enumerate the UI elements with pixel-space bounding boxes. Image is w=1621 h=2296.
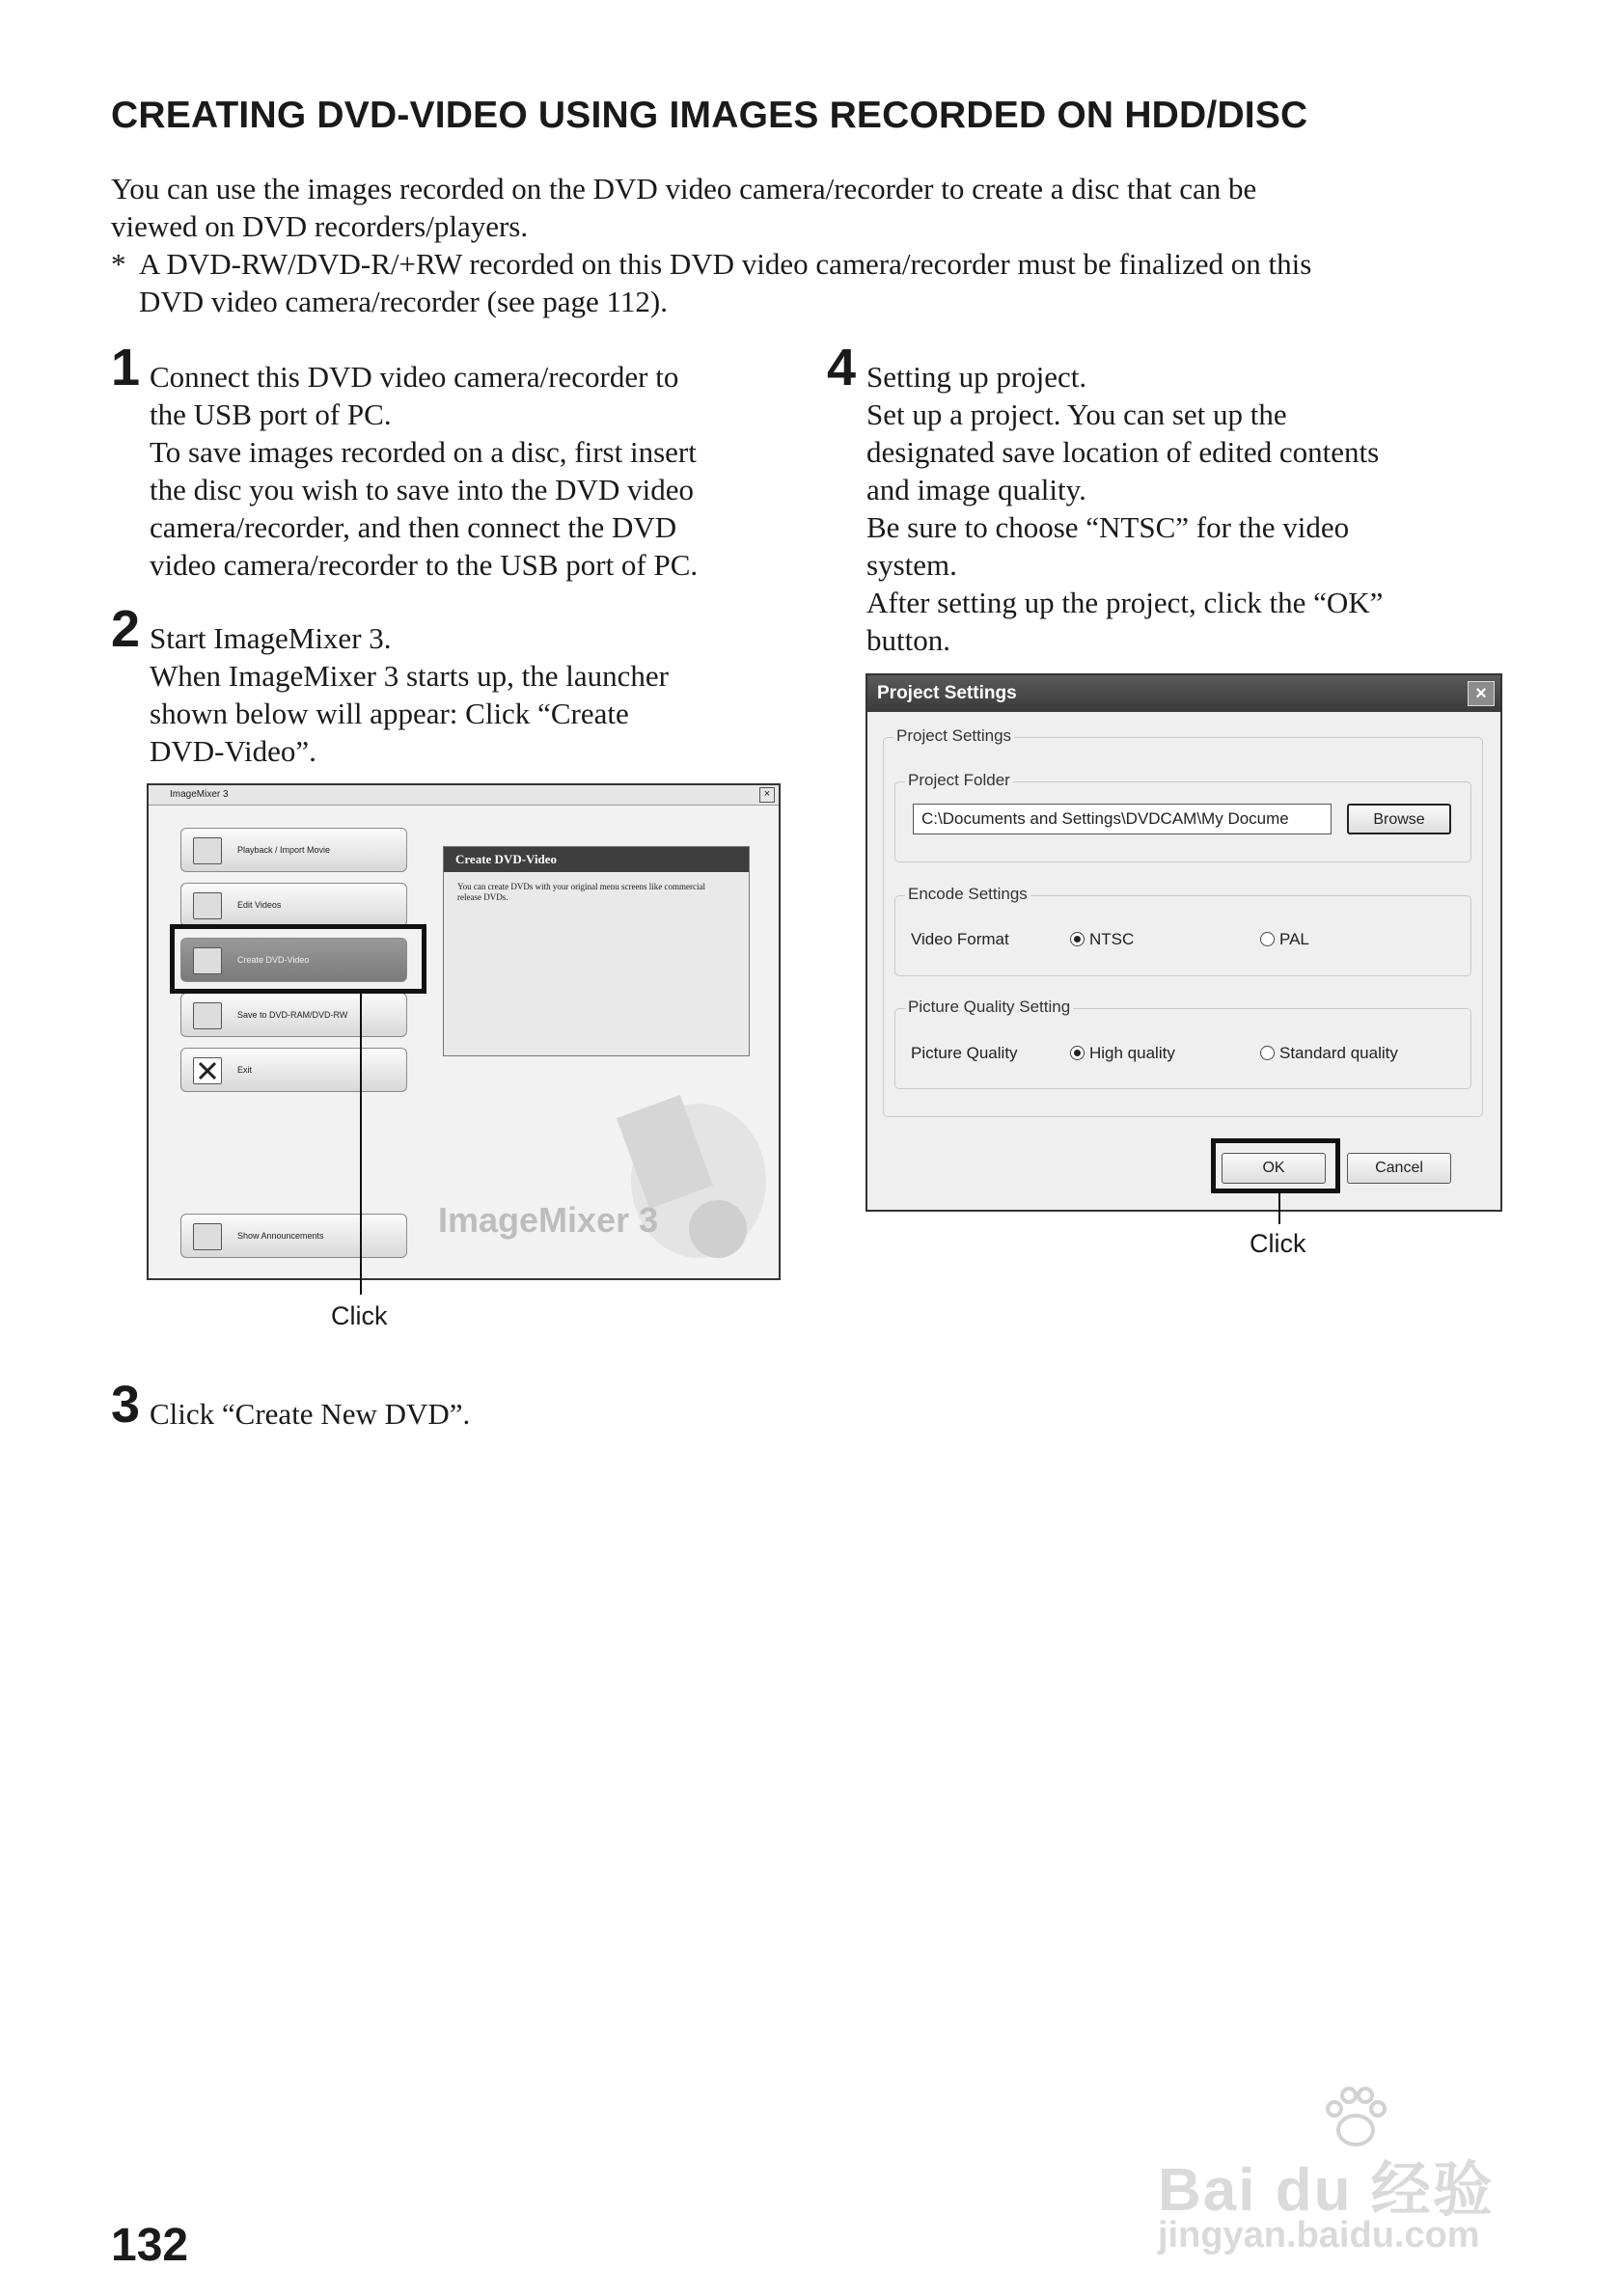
step-line: the disc you wish to save into the DVD video (150, 473, 694, 506)
intro-line: viewed on DVD recorders/players. (111, 209, 529, 243)
save-disc-icon (193, 1002, 222, 1029)
group-label: Picture Quality Setting (905, 998, 1073, 1017)
browse-button[interactable]: Browse (1347, 804, 1451, 834)
edit-icon (193, 892, 222, 919)
panel-title: Create DVD-Video (444, 847, 749, 872)
step-2-text (150, 619, 669, 770)
create-dvd-callout (170, 924, 426, 994)
cancel-button[interactable]: Cancel (1347, 1153, 1451, 1184)
intro-note (111, 245, 1311, 320)
save-to-dvd-button[interactable] (180, 993, 407, 1037)
button-label: Edit Videos (237, 900, 282, 910)
pal-label: PAL (1279, 930, 1309, 948)
step-line: button. (866, 623, 950, 657)
watermark-brand: Bai du 经验 (1158, 2157, 1495, 2224)
note-line: A DVD-RW/DVD-R/+RW recorded on this DVD video camera/recorder must be finalized on this (139, 247, 1312, 281)
step-line: Connect this DVD video camera/recorder to (150, 360, 679, 394)
step-line: DVD-Video”. (150, 734, 316, 768)
button-label: Create DVD-Video (237, 955, 310, 965)
watermark-url: jingyan.baidu.com (1158, 2215, 1480, 2255)
step-line: Setting up project. (866, 360, 1087, 394)
step-line: When ImageMixer 3 starts up, the launcher (150, 659, 670, 693)
step-4-text (866, 358, 1383, 659)
dialog-titlebar (867, 675, 1500, 712)
high-quality-label: High quality (1089, 1044, 1175, 1062)
note-asterisk: * (111, 247, 126, 281)
edit-videos-button[interactable] (180, 883, 407, 927)
standard-quality-label: Standard quality (1279, 1044, 1398, 1062)
page-heading: CREATING DVD-VIDEO USING IMAGES RECORDED ON HDD/DISC (111, 95, 1308, 136)
callout-line (360, 994, 362, 1295)
step-line: designated save location of edited contents (866, 435, 1380, 469)
step-line: Start ImageMixer 3. (150, 621, 392, 655)
step-line: the USB port of PC. (150, 397, 392, 431)
picture-quality-label: Picture Quality (911, 1044, 1018, 1062)
high-quality-radio[interactable] (1070, 1046, 1085, 1060)
ntsc-label: NTSC (1089, 930, 1135, 948)
step-line: system. (866, 548, 957, 582)
step-3-text (150, 1395, 470, 1433)
note-line: DVD video camera/recorder (see page 112). (139, 285, 668, 318)
launcher-titlebar (149, 785, 779, 806)
step-line: camera/recorder, and then connect the DVD (150, 510, 677, 544)
step-line: To save images recorded on a disc, first insert (150, 435, 697, 469)
project-settings-dialog (865, 673, 1502, 1212)
callout-line (1278, 1193, 1280, 1224)
click-label: Click (1250, 1229, 1306, 1258)
intro-paragraph (111, 170, 1256, 245)
step-number-1: 1 (111, 339, 141, 396)
step-1-text (150, 358, 698, 584)
step-line: Set up a project. You can set up the (866, 397, 1287, 431)
panel-body: You can create DVDs with your original menu screens like commercial release DVDs. (457, 882, 706, 902)
ntsc-radio[interactable] (1070, 932, 1085, 946)
button-label: Show Announcements (237, 1231, 324, 1241)
step-number-2: 2 (111, 600, 141, 658)
video-format-label: Video Format (911, 930, 1009, 948)
group-label: Project Settings (893, 726, 1014, 746)
exit-x-icon (193, 1057, 222, 1084)
film-icon (193, 837, 222, 864)
page-number: 132 (111, 2220, 189, 2271)
globe-icon (193, 1223, 222, 1250)
dialog-title: Project Settings (877, 683, 1017, 703)
step-line: shown below will appear: Click “Create (150, 697, 629, 730)
step-line: Be sure to choose “NTSC” for the video (866, 510, 1350, 544)
pal-radio[interactable] (1260, 932, 1275, 946)
imagemixer-launcher-screenshot (147, 783, 781, 1280)
button-label: Exit (237, 1065, 253, 1075)
step-line: After setting up the project, click the “OK” (866, 586, 1384, 619)
exit-button[interactable] (180, 1048, 407, 1092)
ok-button[interactable]: OK (1222, 1153, 1326, 1184)
button-label: Playback / Import Movie (237, 845, 331, 855)
step-number-4: 4 (827, 339, 857, 396)
show-announcements-button[interactable] (180, 1214, 407, 1258)
step-line: Click “Create New DVD”. (150, 1397, 471, 1431)
click-label: Click (331, 1301, 388, 1330)
imagemixer-logo: ImageMixer 3 (438, 1200, 659, 1240)
close-icon[interactable]: × (759, 787, 775, 803)
standard-quality-radio[interactable] (1260, 1046, 1275, 1060)
group-label: Project Folder (905, 771, 1013, 790)
step-line: and image quality. (866, 473, 1086, 506)
step-number-3: 3 (111, 1376, 141, 1434)
ok-callout (1211, 1138, 1340, 1193)
step-line: video camera/recorder to the USB port of PC. (150, 548, 699, 582)
baidu-watermark (1158, 2084, 1544, 2257)
button-label: Save to DVD-RAM/DVD-RW (237, 1010, 348, 1020)
playback-import-button[interactable] (180, 828, 407, 872)
group-label: Encode Settings (905, 885, 1030, 904)
intro-line: You can use the images recorded on the DVD video camera/recorder to create a disc that can be (111, 172, 1257, 205)
launcher-title: ImageMixer 3 (170, 789, 229, 800)
project-folder-input[interactable]: C:\Documents and Settings\DVDCAM\My Docume (913, 804, 1332, 834)
description-panel (443, 846, 750, 1056)
close-icon[interactable]: × (1468, 681, 1495, 706)
